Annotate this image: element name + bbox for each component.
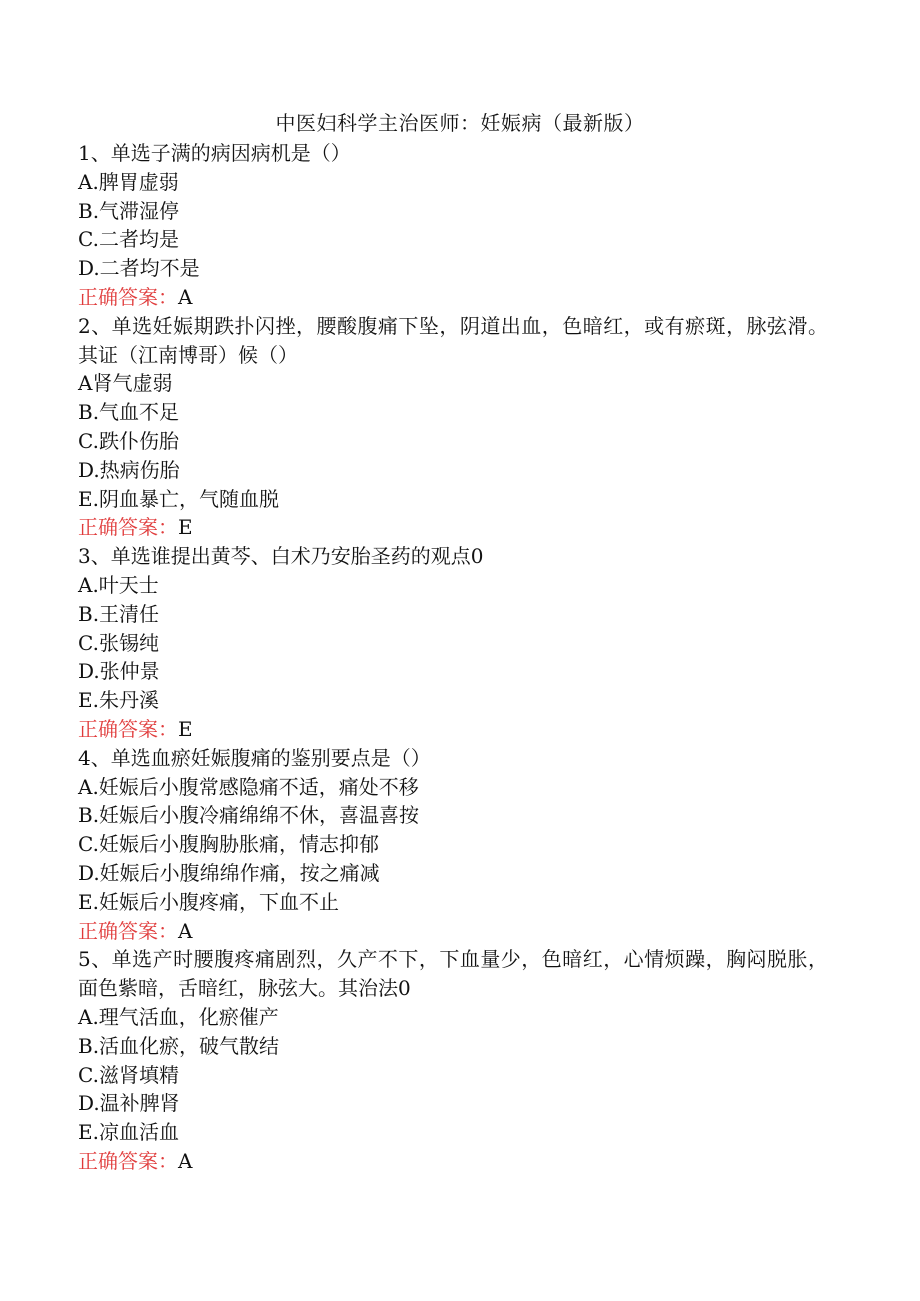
- question-5: [78, 945, 828, 1175]
- answer-value: A: [178, 1148, 193, 1173]
- question-1: [78, 139, 828, 312]
- answer-value: E: [178, 515, 193, 540]
- option-e: E.阴血暴亡，气随血脱: [78, 486, 279, 511]
- question-stem: 5、单选产时腰腹疼痛剧烈，久产不下，下血量少，色暗红，心情烦躁，胸闷脱胀，面色紫暗，舌暗红，脉弦大。其治法0: [78, 947, 828, 1001]
- option-c: C.二者均是: [78, 227, 179, 252]
- correct-answer: [78, 715, 828, 744]
- option-b: B.王清任: [78, 601, 160, 626]
- correct-answer: [78, 1147, 828, 1176]
- answer-label: 正确答案：: [78, 918, 178, 943]
- question-3: [78, 542, 828, 744]
- option-b: B.妊娠后小腹冷痛绵绵不休，喜温喜按: [78, 803, 420, 828]
- option-a: A.脾胃虚弱: [78, 169, 179, 194]
- correct-answer: [78, 283, 828, 312]
- option-c: C.滋肾填精: [78, 1062, 179, 1087]
- option-a: A.妊娠后小腹常感隐痛不适，痛处不移: [78, 774, 419, 799]
- correct-answer: [78, 917, 828, 946]
- option-c: C.张锡纯: [78, 630, 159, 655]
- option-d: D.二者均不是: [78, 256, 200, 281]
- option-d: D.妊娠后小腹绵绵作痛，按之痛减: [78, 860, 380, 885]
- answer-value: E: [178, 716, 193, 741]
- option-d: D.温补脾肾: [78, 1091, 180, 1116]
- answer-value: A: [178, 918, 193, 943]
- question-stem: 4、单选血瘀妊娠腹痛的鉴别要点是（）: [78, 745, 431, 770]
- option-e: E.凉血活血: [78, 1120, 179, 1145]
- question-stem: 2、单选妊娠期跌扑闪挫，腰酸腹痛下坠，阴道出血，色暗红，或有瘀斑，脉弦滑。其证（江南博哥）候（）: [78, 313, 828, 367]
- option-b: B.气血不足: [78, 400, 180, 425]
- question-list: [78, 139, 828, 1176]
- answer-value: A: [178, 284, 193, 309]
- option-a: A.理气活血，化瘀催产: [78, 1004, 279, 1029]
- option-a: A.叶天士: [78, 572, 159, 597]
- correct-answer: [78, 513, 828, 542]
- answer-label: 正确答案：: [78, 515, 178, 540]
- option-d: D.热病伤胎: [78, 457, 180, 482]
- option-b: B.气滞湿停: [78, 198, 180, 223]
- answer-label: 正确答案：: [78, 716, 178, 741]
- question-stem: 3、单选谁提出黄芩、白术乃安胎圣药的观点0: [78, 544, 484, 569]
- option-e: E.妊娠后小腹疼痛，下血不止: [78, 889, 339, 914]
- question-4: [78, 744, 828, 946]
- question-stem: 1、单选子满的病因病机是（）: [78, 141, 351, 165]
- question-2: [78, 312, 828, 542]
- answer-label: 正确答案：: [78, 284, 178, 309]
- option-c: C.跌仆伤胎: [78, 428, 179, 453]
- option-c: C.妊娠后小腹胸胁胀痛，情志抑郁: [78, 832, 379, 857]
- option-d: D.张仲景: [78, 659, 160, 684]
- option-e: E.朱丹溪: [78, 688, 159, 713]
- answer-label: 正确答案：: [78, 1148, 178, 1173]
- document-title: 中医妇科学主治医师：妊娠病（最新版）: [275, 111, 645, 135]
- option-a: A肾气虚弱: [78, 371, 173, 396]
- option-b: B.活血化瘀，破气散结: [78, 1033, 280, 1058]
